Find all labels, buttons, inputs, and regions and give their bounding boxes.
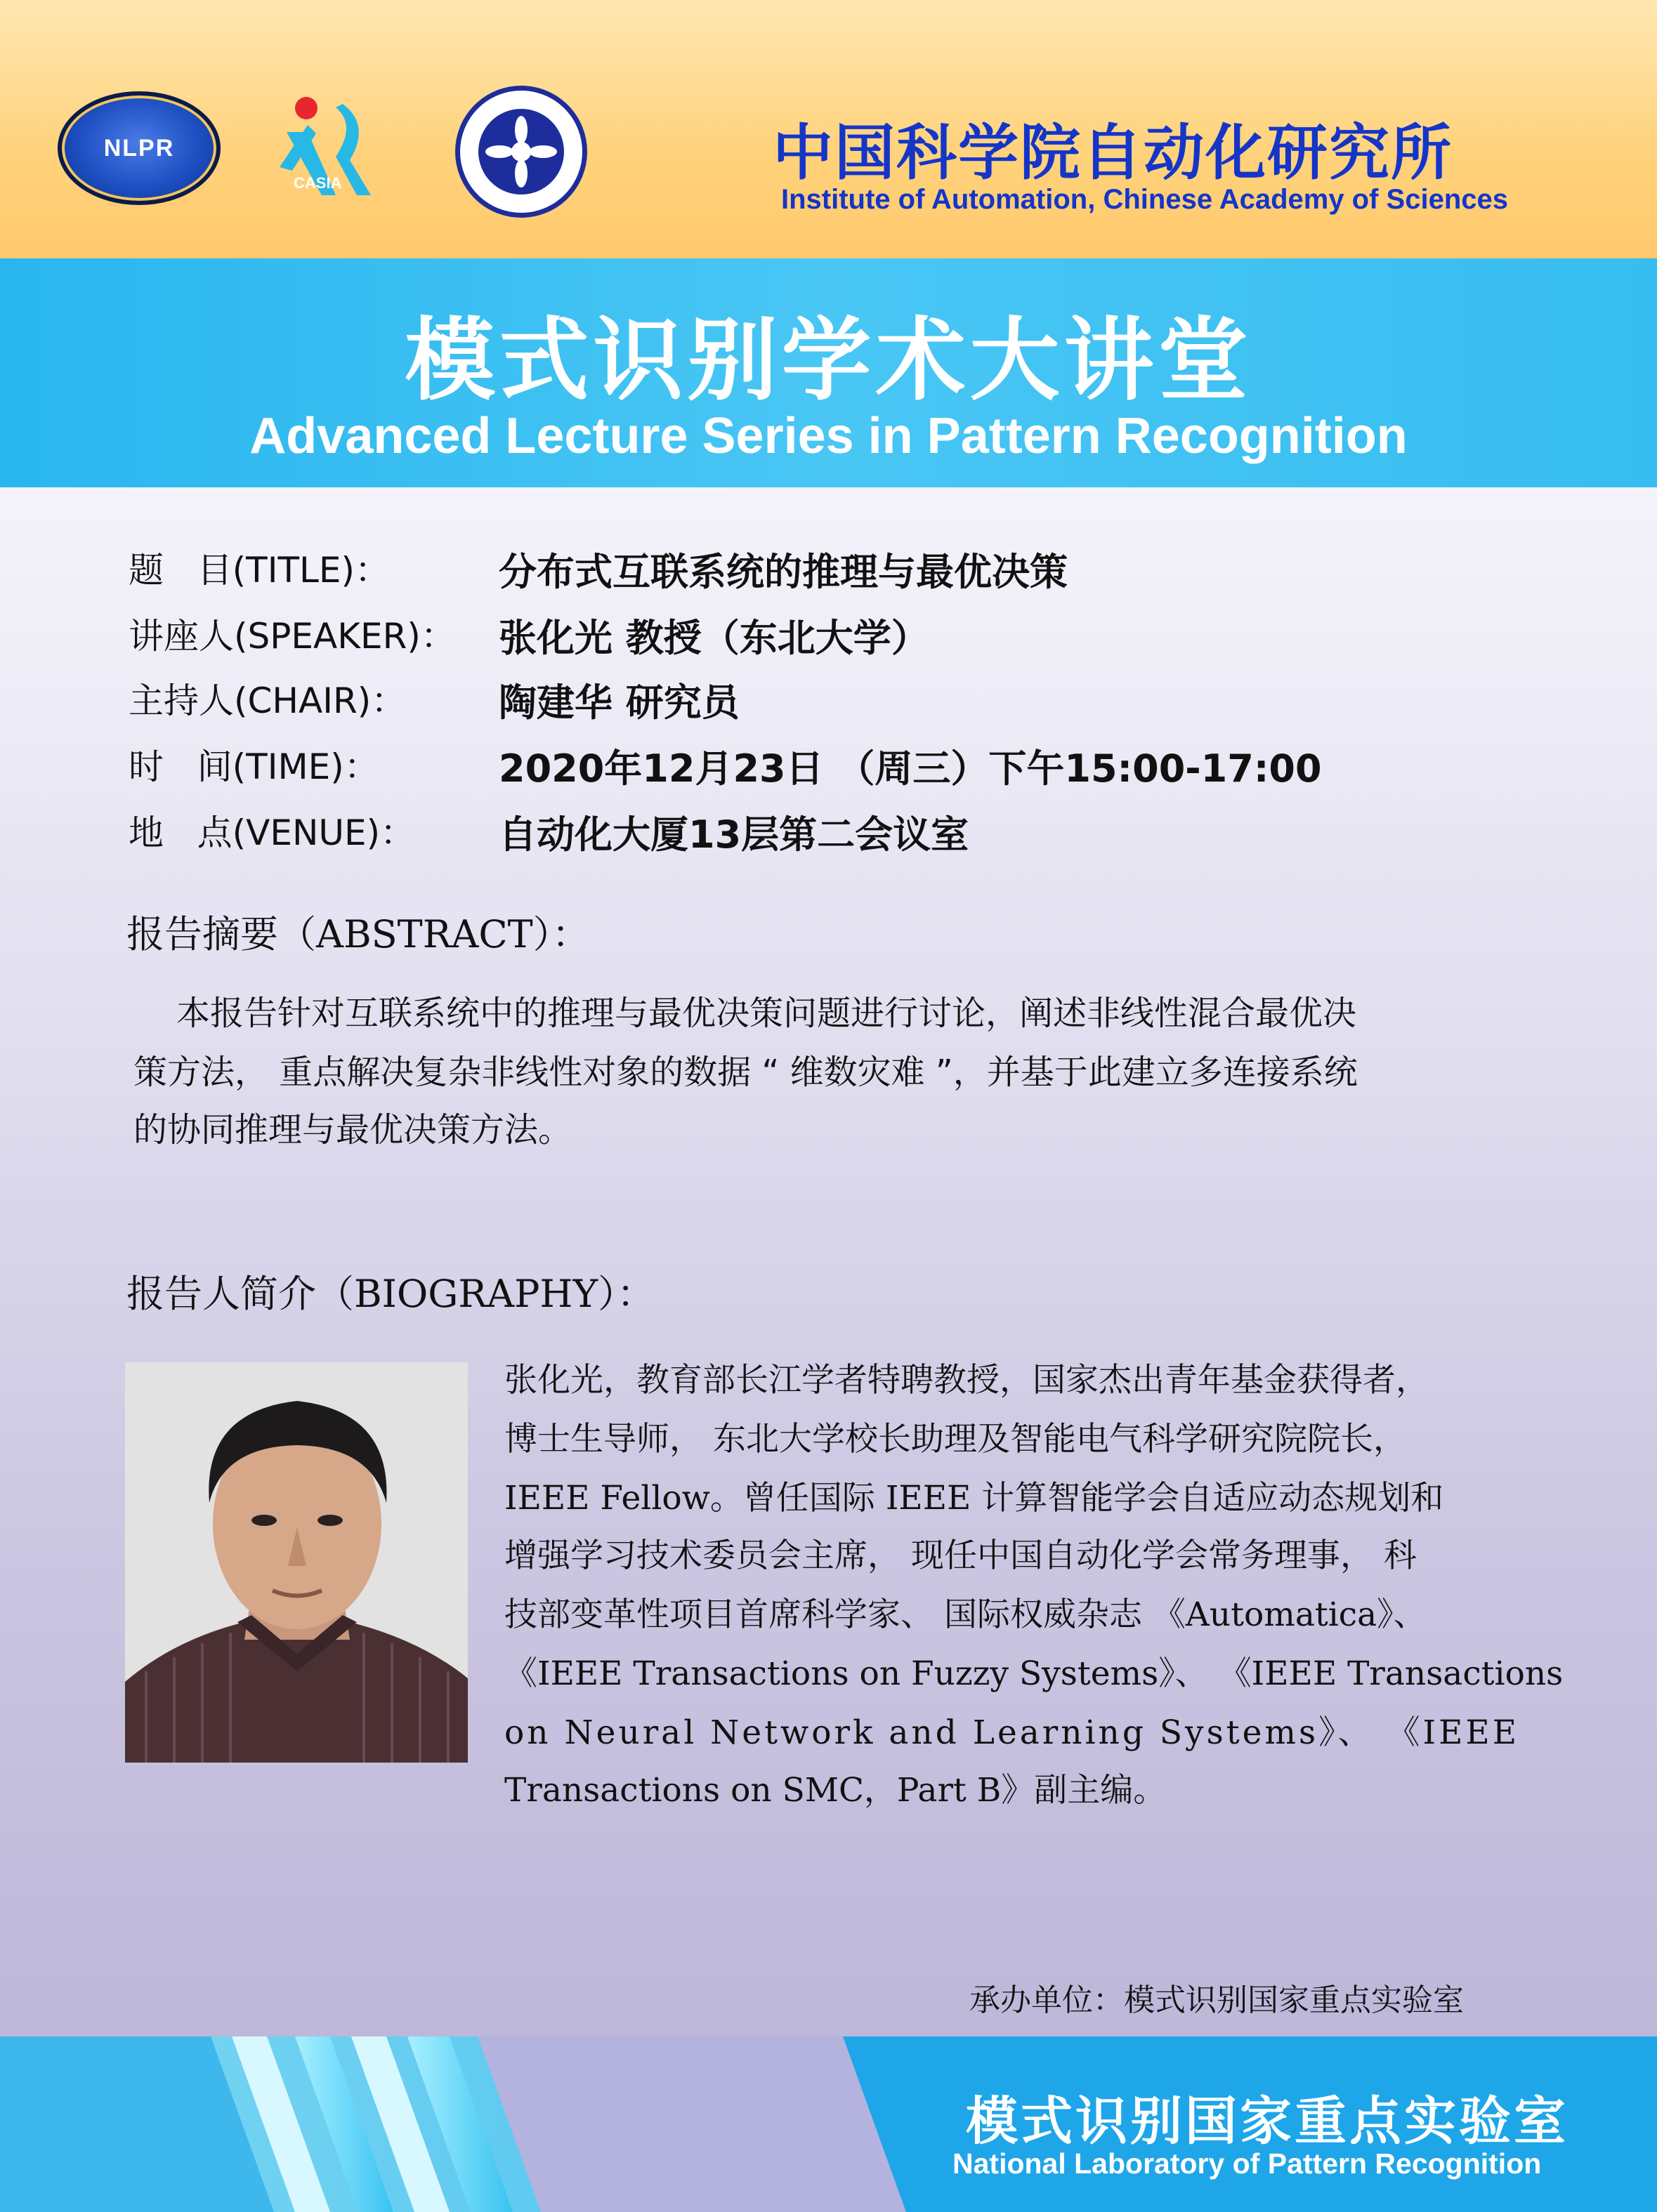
biography-line: Transactions on SMC，Part B》副主编。: [504, 1771, 1167, 1810]
abstract-line: 策方法， 重点解决复杂非线性对象的数据 “ 维数灾难 ”，并基于此建立多连接系统: [133, 1053, 1358, 1092]
info-label: 主持人(CHAIR)：: [129, 680, 407, 721]
speaker-photo: [125, 1362, 468, 1763]
series-title-en: Advanced Lecture Series in Pattern Recognition: [249, 408, 1408, 464]
info-value: 自动化大厦13层第二会议室: [499, 812, 969, 857]
lab-name-zh: 模式识别国家重点实验室: [966, 2091, 1568, 2152]
info-value: 2020年12月23日 （周三）下午15:00-17:00: [499, 746, 1322, 791]
biography-line: 增强学习技术委员会主席， 现任中国自动化学会常务理事， 科: [504, 1536, 1417, 1575]
biography-heading: 报告人简介（BIOGRAPHY）：: [126, 1272, 655, 1316]
abstract-line: 的协同推理与最优决策方法。: [133, 1110, 572, 1150]
abstract-line: 本报告针对互联系统中的推理与最优决策问题进行讨论，阐述非线性混合最优决: [133, 994, 1357, 1033]
host-organization: 承办单位：模式识别国家重点实验室: [969, 1982, 1464, 2018]
info-value: 张化光 教授（东北大学）: [499, 616, 929, 660]
institute-name-en: Institute of Automation, Chinese Academy of Sciences: [781, 184, 1508, 215]
cas-logo-emblem: [478, 109, 564, 195]
info-label: 时 间(TIME)：: [129, 746, 379, 787]
biography-line: 《IEEE Transactions on Fuzzy Systems》、 《IEEE Transactions: [504, 1654, 1564, 1693]
biography-line: 张化光，教育部长江学者特聘教授，国家杰出青年基金获得者，: [504, 1361, 1429, 1400]
nlpr-logo: [58, 91, 221, 205]
info-value: 分布式互联系统的推理与最优决策: [499, 550, 1068, 594]
biography-line: IEEE Fellow。曾任国际 IEEE 计算智能学会自适应动态规划和: [504, 1479, 1444, 1518]
abstract-heading: 报告摘要（ABSTRACT）：: [126, 912, 590, 956]
institute-name-zh: 中国科学院自动化研究所: [773, 118, 1453, 188]
biography-line: 技部变革性项目首席科学家、 国际权威杂志 《Automatica》、: [504, 1595, 1427, 1634]
biography-line: 博士生导师， 东北大学校长助理及智能电气科学研究院院长，: [504, 1420, 1406, 1459]
casia-logo-text: CASIA: [294, 174, 342, 192]
cas-logo: [455, 86, 587, 218]
biography-line: on Neural Network and Learning Systems》、 《IEEE: [504, 1713, 1520, 1752]
info-value: 陶建华 研究员: [499, 680, 740, 725]
lab-name-en: National Laboratory of Pattern Recognition: [952, 2147, 1542, 2180]
info-label: 地 点(VENUE)：: [129, 812, 416, 853]
nlpr-logo-text: NLPR: [103, 135, 175, 162]
info-label: 讲座人(SPEAKER)：: [129, 616, 456, 657]
casia-logo: [266, 83, 388, 206]
info-label: 题 目(TITLE)：: [129, 550, 390, 591]
series-title-zh: 模式识别学术大讲堂: [405, 308, 1252, 413]
